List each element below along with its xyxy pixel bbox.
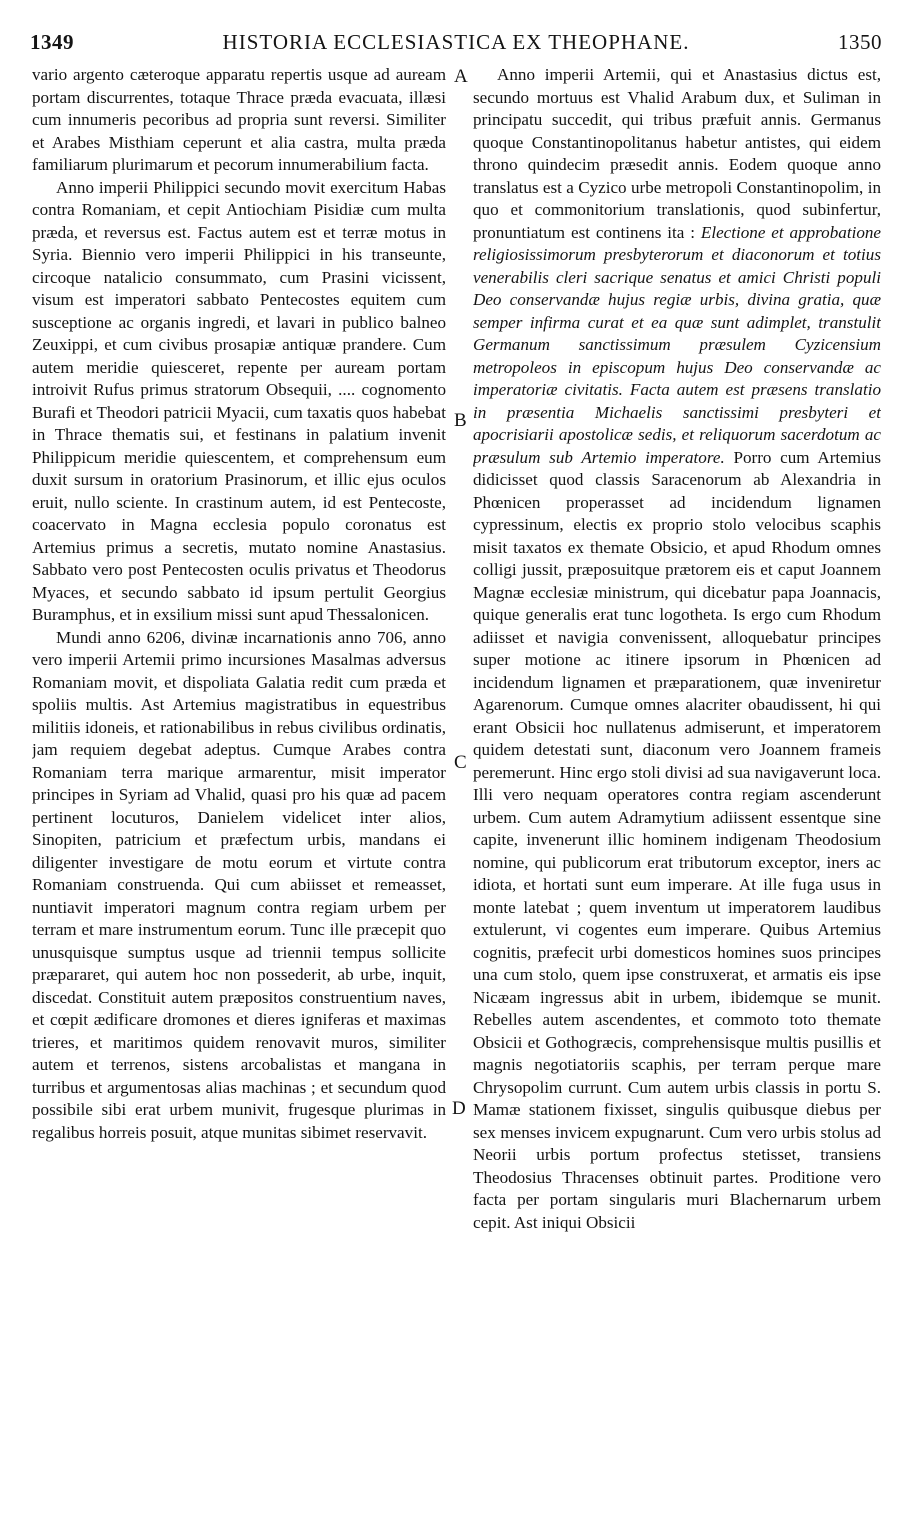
section-marker-a: A (454, 66, 468, 87)
right-paragraph-1-continuation: Porro cum Artemius didicisset quod classis Saracenorum ab Alexandria in Phœnicen properasset ad incidendum lignamen cypressinum, electis ex proprio stolo velocibus scaphis misit taxatos ex themate Obsicio, et apud Rhodum omnes colligi jussit, præposuitque prætorem eis et caput Joannem Magnæ ecclesiæ ministrum, qui dicebatur papa Joannacis, quique generalis erat tunc logotheta. Is ergo cum Rhodum adiisset et navigia convenissent, alloquebatur principes super motione ac itinere ipsorum in Phœnicen ad incidendum lignamen et præparationem, quæ inveniretur Agarenorum. Cumque omnes alacriter obaudissent, hi qui erant Obsicii hoc nullatenus admiserunt, et imperatorem quidem detestati sunt, diaconum vero Joannem frameis peremerunt. Hinc ergo stoli divisi ad sua navigaverunt loca. Illi vero nequam operatores contra regiam ascenderunt urbem. Cum autem Adramytium adiissent essentque sine capite, invenerunt illic hominem indigenam Theodosium nomine, qui publicorum erat tributorum exceptor, iners ac idiota, et hortati sunt eum imperare. At ille fuga usus in monte latebat ; quem inventum ut imperatorem laudibus extulerunt, vi cogentes eum imperare. Quibus Artemius cognitis, præfecit urbi domesticos homines suos principes una cum stolo, quem ipse construxerat, et armatis eis ipse Nicæam ingressus abit in urbem, ibidemque se munit. Rebelles autem ascendentes, et commoto toto themate Obsicii et Gothogræcis, comprehensisque multis pusillis et magnis negotiatoriis scaphis, per terram perque mare Chrysopolim currunt. Cum autem urbis classis in portu S. Mamæ stationem fixisset, singulis quibusque diebus per sex menses invicem expugnarunt. Cum vero urbis stolus ad Neorii urbis portum profectus stetisset, transiens Theodosius Thracenses obtinuit partes. Proditione vero facta per portam singularis muri Blachernarum urbem cepit. Ast iniqui Obsicii (473, 447, 881, 1232)
left-paragraph-3: Mundi anno 6206, divinæ incarnationis anno 706, anno vero imperii Artemii primo incursiones Masalmas adversus Romaniam movit, et dispoliata Galatia redit cum præda et spoliis multis. Ast Artemius magistratibus in equestribus militiis idoneis, et rationabilibus in rebus civilibus ordinatis, jam requiem degebat adeptus. Cumque Arabes contra Romaniam terra marique armarentur, misit imperator principes in Syriam ad Vhalid, quasi pro his quæ ad pacem pertinent locuturos, Danielem videlicet inter alios, Sinopiten, patricium et præfectum urbis, mandans ei diligenter investigare de motu eorum et virtute contra Romaniam construenda. Qui cum abiisset et remeasset, nuntiavit imperatori magnum contra regiam urbem per terram et mare instrumentum eorum. Tunc ille præcepit quo unusquisque sumptus usque ad triennii tempus sollicite præpararet, qui autem hoc non possederit, ab urbe, inquit, discedat. Constituit autem præpositos construentium naves, et cœpit ædificare dromones et dieres igniferas et maximas trieres, et maritimos quidem renovavit muros, similiter autem et terrenos, sistens arcobalistas et mangana in turribus et argumentosas alias machinas ; et secundum quod possibile sibi erat urbem munivit, frugesque plurimas in regalibus horreis posuit, atque munitas sibimet reservavit. (32, 627, 446, 1142)
section-marker-b: B (454, 410, 467, 431)
left-paragraph-1: vario argento cæteroque apparatu repertis usque ad auream portam discurrentes, totaque Thrace præda evacuata, illæsi cum innumeris pecoribus ad propria sunt reversi. Similiter et Arabes Misthiam ceperunt et alia castra, multa præda familiarum plurimarum et pecorum innumerabilium facta. (32, 65, 446, 174)
page-number-right: 1350 (838, 30, 882, 54)
running-title: HISTORIA ECCLESIASTICA EX THEOPHANE. (222, 30, 690, 54)
section-marker-c: C (454, 752, 467, 773)
right-paragraph-1-intro: Anno imperii Artemii, qui et Anastasius dictus est, secundo mortuus est Vhalid Arabum dux, et Suliman in principatu succedit, qui tribus præfuit annis. Germanus quoque Constantinopolitanus habetur antistes, qui eidem throno quindecim præsedit annis. Eodem quoque anno translatus est a Cyzico urbe metropoli Constantinopolim, in quo et commonitorium translationis, quod subinfertur, pronuntiatum est continens ita : (473, 65, 881, 242)
translation-decree-text: Electione et approbatione religiosissimorum presbyterorum et diaconorum et totius venerabilis cleri sacrique senatus et amici Christi populi Deo conservandæ hujus regiæ urbis, divina gratia, quæ semper infirma curat et ea quæ sunt adimplet, transtulit Germanum sanctissimum præsulem Cyzicensium metropoleos in episcopum hujus Deo conservandæ ac imperatoriæ civitatis. Facta autem est præsens translatio in præsentia Michaelis sanctissimi presbyteri et apocrisiarii apostolicæ sedis, et reliquorum sacerdotum ac præsulum sub Artemio imperatore. (473, 222, 881, 467)
left-paragraph-2: Anno imperii Philippici secundo movit exercitum Habas contra Romaniam, et cepit Antiochiam Pisidiæ cum multa præda, et reversus est. Factus autem est et terræ motus in Syria. Biennio vero imperii Philippici in his transeunte, circoque natalicio consummato, cum Prasini vicissent, visum est imperatori sabbato Pentecostes equitem cum susceptione ac organis ingredi, et lavari in publico balneo Zeuxippi, et cum civibus prosapiæ antiquæ prandere. Cum autem meridie quiesceret, repente per auream portam introivit Rufus primus stratorum Obsequii, .... cognomento Burafi et Theodori patricii Myacii, cum taxatis quos habebat in Thrace thematis sui, et festinans in palatium invenit Philippicum meridie quiescentem, et comprehensum eum duxit sursum in oratorium Prasinorum, et illic ejus oculos eruit, nullo sciente. In crastinum autem, id est Pentecoste, coacervato in Magna ecclesia populo coronatus est Artemius primus a secretis, mutato nomine Anastasius. Sabbato vero post Pentecosten oculis privatus et Theodorus Myaces, et secundo sabbato id ipsum pertulit Georgius Buramphus, et in exsilium missi sunt apud Thessalonicen. (32, 177, 446, 624)
page-number-left: 1349 (30, 30, 74, 54)
page-header (30, 30, 882, 64)
section-marker-d: D (452, 1098, 466, 1119)
right-paragraph-1 (473, 64, 881, 1234)
right-column (473, 64, 881, 1524)
left-column (32, 64, 446, 1524)
